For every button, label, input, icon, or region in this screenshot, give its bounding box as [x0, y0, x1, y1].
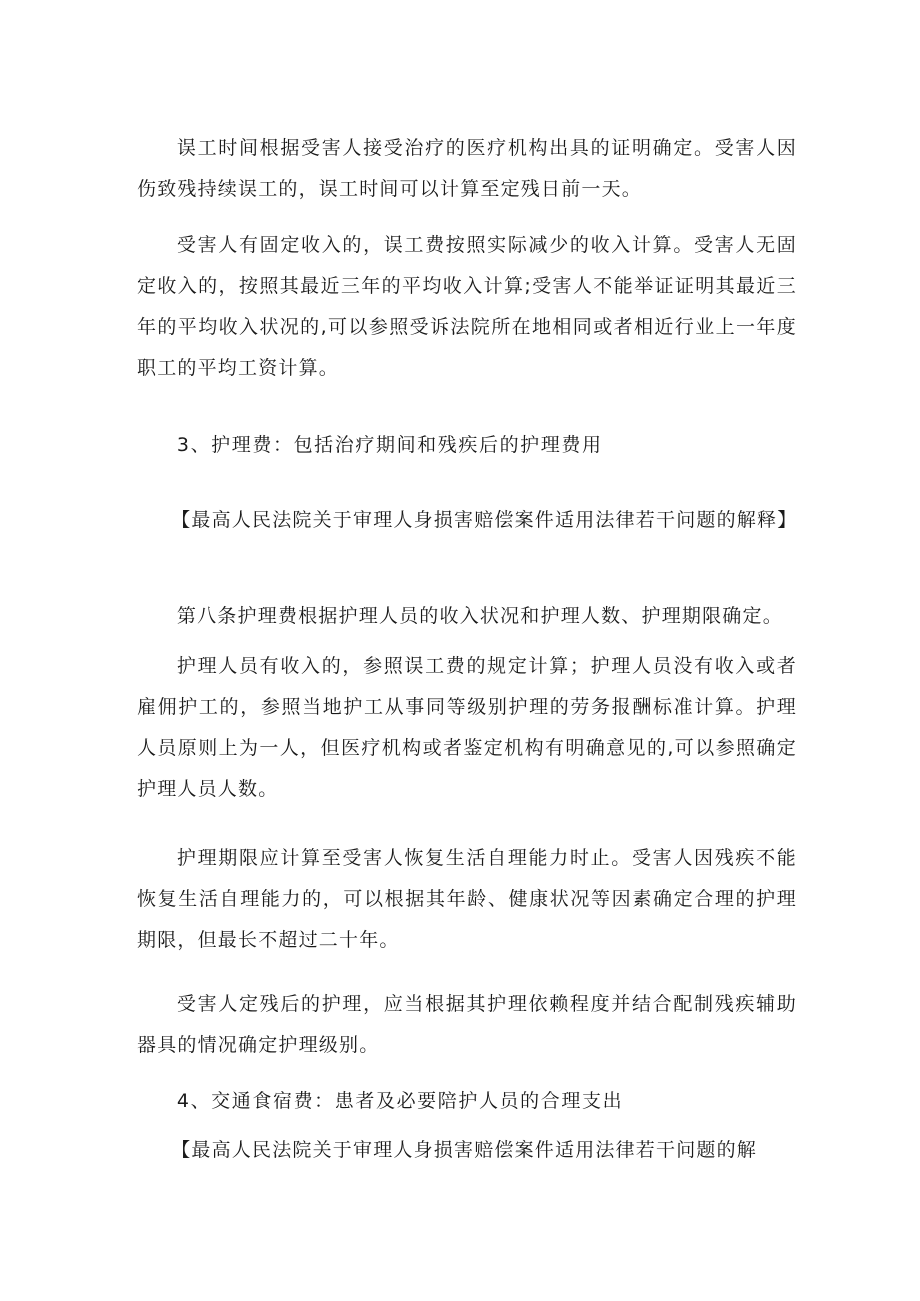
paragraph-nursing-personnel: 护理人员有收入的，参照误工费的规定计算；护理人员没有收入或者雇佣护工的，参照当地护工从事同等级别护理的劳务报酬标准计算。护理人员原则上为一人，但医疗机构或者鉴定机构有明确意见的,可以参照确定护理人员人数。 [137, 655, 797, 800]
paragraph-article-eight: 第八条护理费根据护理人员的收入状况和护理人数、护理期限确定。 [176, 605, 783, 627]
citation-judicial-interpretation: 【最高人民法院关于审理人身损害赔偿案件适用法律若干问题的解释】 [171, 509, 798, 531]
paragraph-lost-work-time: 误工时间根据受害人接受治疗的医疗机构出具的证明确定。受害人因伤致残持续误工的，误工时间可以计算至定残日前一天。 [137, 137, 797, 200]
paragraph-lost-income-calculation: 受害人有固定收入的，误工费按照实际减少的收入计算。受害人无固定收入的，按照其最近三年的平均收入计算;受害人不能举证证明其最近三年的平均收入状况的,可以参照受诉法院所在地相同或者相近行业上一年度职工的平均工资计算。 [137, 234, 797, 379]
section-heading-transport-fee: 4、交通食宿费：患者及必要陪护人员的合理支出 [176, 1090, 624, 1112]
paragraph-nursing-level: 受害人定残后的护理，应当根据其护理依赖程度并结合配制残疾辅助器具的情况确定护理级别。 [137, 993, 797, 1056]
section-heading-nursing-fee: 3、护理费：包括治疗期间和残疾后的护理费用 [176, 434, 603, 456]
paragraph-nursing-period: 护理期限应计算至受害人恢复生活自理能力时止。受害人因残疾不能恢复生活自理能力的，可以根据其年龄、健康状况等因素确定合理的护理期限，但最长不超过二十年。 [137, 847, 797, 951]
citation-judicial-interpretation-2: 【最高人民法院关于审理人身损害赔偿案件适用法律若干问题的解 [171, 1139, 757, 1161]
